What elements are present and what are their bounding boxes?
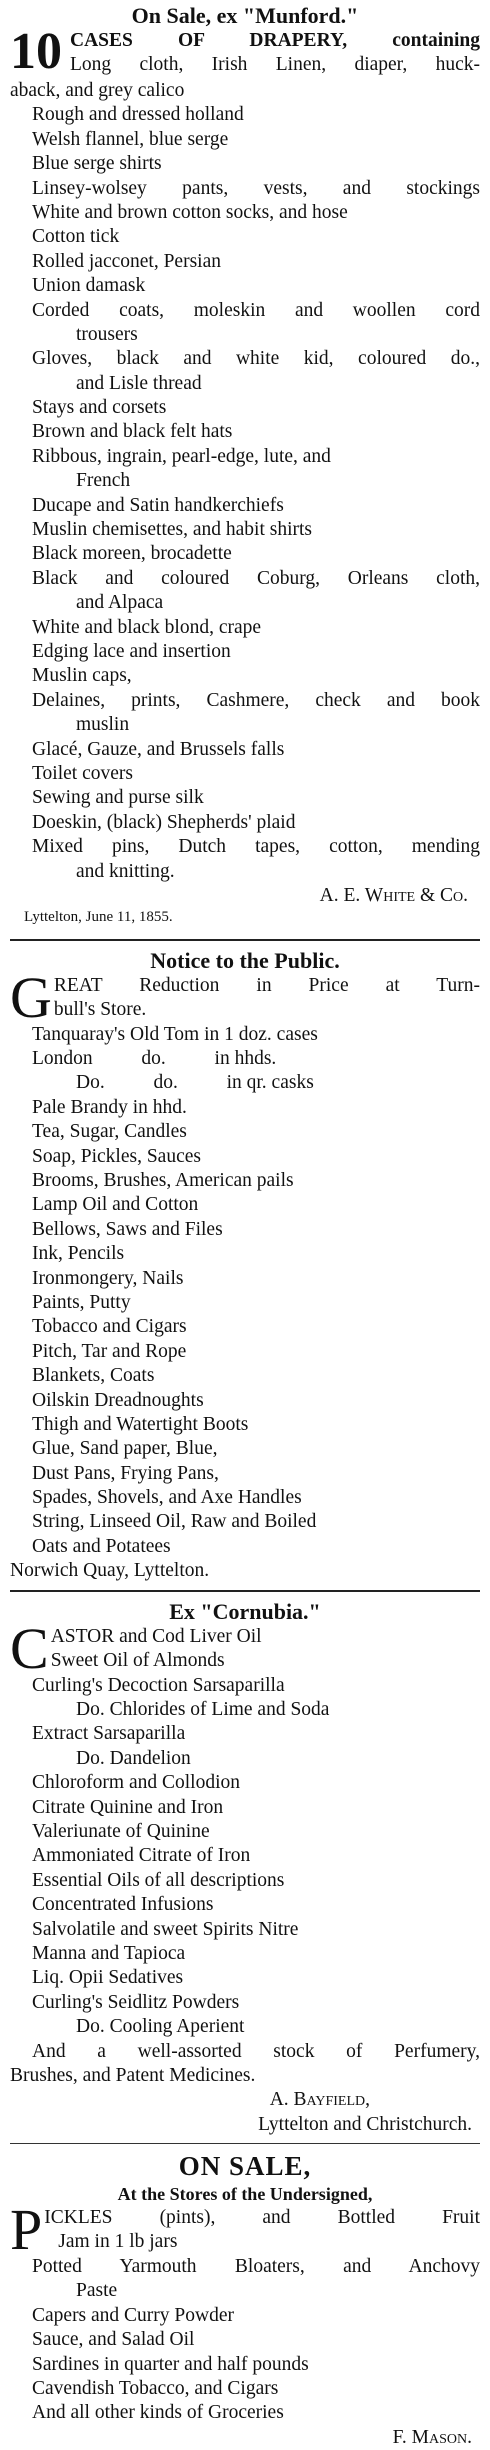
list-item: Tea, Sugar, Candles	[32, 1121, 187, 1143]
list-item: Brown and black felt hats	[32, 421, 233, 443]
list-item: White and black blond, crape	[32, 616, 262, 638]
ad-first-line: ASTOR and Cod Liver Oil	[50, 1625, 262, 1647]
divider	[10, 939, 480, 941]
ad-second-line: Sweet Oil of Almonds	[50, 1650, 225, 1672]
advertisement-notice	[10, 947, 480, 1584]
list-item: Stays and corsets	[32, 397, 167, 419]
list-item: Manna and Tapioca	[32, 1942, 186, 1964]
list-item: Tobacco and Cigars	[32, 1316, 187, 1338]
list-item: Do. Chlorides of Lime and Soda	[76, 1699, 330, 1721]
list-item: Glue, Sand paper, Blue,	[32, 1438, 218, 1460]
list-item: Thigh and Watertight Boots	[32, 1413, 249, 1435]
list-item: Soap, Pickles, Sauces	[32, 1145, 201, 1167]
list-item: muslin	[76, 714, 130, 736]
list-item: Ironmongery, Nails	[32, 1267, 184, 1289]
ad-signature: A. E. White & Co.	[319, 884, 468, 906]
list-item: French	[76, 470, 131, 492]
list-item: and Alpaca	[76, 592, 164, 614]
list-item: and knitting.	[76, 860, 175, 882]
list-item: Lamp Oil and Cotton	[32, 1194, 199, 1216]
list-item: Essential Oils of all descriptions	[32, 1869, 285, 1891]
list-item: Toilet covers	[32, 762, 133, 784]
divider	[10, 2143, 480, 2144]
list-item: Delaines, prints, Cashmere, check and book	[32, 689, 480, 711]
ad-second-line: Jam in 1 lb jars	[58, 2231, 178, 2253]
ad-signature-location: Lyttelton and Christchurch.	[258, 2113, 472, 2135]
list-item: Edging lace and insertion	[32, 640, 231, 662]
list-item: Blankets, Coats	[32, 1365, 155, 1387]
list-item: Liq. Opii Sedatives	[32, 1967, 184, 1989]
list-item: Oilskin Dreadnoughts	[32, 1389, 204, 1411]
list-item: Sewing and purse silk	[32, 787, 204, 809]
list-item: Potted Yarmouth Bloaters, and Anchovy	[32, 2256, 480, 2278]
list-item: White and brown cotton socks, and hose	[32, 201, 348, 223]
list-item: Doeskin, (black) Shepherds' plaid	[32, 811, 296, 833]
list-item: Muslin caps,	[32, 665, 132, 687]
ad-heading: Ex "Cornubia."	[169, 1598, 321, 1624]
list-item: Welsh flannel, blue serge	[32, 128, 229, 150]
list-item: Blue serge shirts	[32, 153, 162, 175]
ad-subheading: At the Stores of the Undersigned,	[117, 2184, 373, 2205]
list-item: Ink, Pencils	[32, 1243, 125, 1265]
ad-footer: Norwich Quay, Lyttelton.	[10, 1560, 210, 1582]
list-item: Pale Brandy in hhd.	[32, 1096, 187, 1118]
ad-heading: Notice to the Public.	[150, 947, 340, 973]
list-item: Salvolatile and sweet Spirits Nitre	[32, 1918, 299, 1940]
list-item: Bellows, Saws and Files	[32, 1218, 223, 1240]
list-item: and Lisle thread	[76, 372, 202, 394]
drop-block	[10, 2197, 480, 2263]
list-item: Brooms, Brushes, American pails	[32, 1170, 294, 1192]
list-item: And a well-assorted stock of Perfumery,	[32, 2040, 480, 2062]
list-item: Rolled jacconet, Persian	[32, 250, 221, 272]
list-item: String, Linseed Oil, Raw and Boiled	[32, 1511, 317, 1533]
list-item: Spades, Shovels, and Axe Handles	[32, 1487, 302, 1509]
list-item: aback, and grey calico	[10, 80, 185, 101]
list-item: Dust Pans, Frying Pans,	[32, 1462, 219, 1484]
list-item: Do. Dandelion	[76, 1747, 191, 1769]
ad-second-line: bull's Store.	[53, 999, 147, 1021]
list-item: Cavendish Tobacco, and Cigars	[32, 2378, 279, 2400]
list-item: Capers and Curry Powder	[32, 2304, 234, 2326]
ad-date: Lyttelton, June 11, 1855.	[24, 909, 173, 926]
ad-first-line: ICKLES (pints), and Bottled Fruit	[44, 2207, 480, 2229]
list-item: Cotton tick	[32, 226, 120, 248]
list-item: Paints, Putty	[32, 1291, 131, 1313]
list-item: Linsey-wolsey pants, vests, and stockings	[32, 177, 480, 199]
list-item: Do. Cooling Aperient	[76, 2016, 245, 2038]
list-item: Extract Sarsaparilla	[32, 1723, 186, 1745]
advertisement-on-sale	[10, 2150, 480, 2450]
list-item: Chloroform and Collodion	[32, 1772, 240, 1794]
list-item: London do. in hhds.	[32, 1048, 277, 1070]
drop-block	[10, 964, 480, 1030]
list-item: Rough and dressed holland	[32, 104, 244, 126]
list-item: Black moreen, brocadette	[32, 543, 232, 565]
list-item: Pitch, Tar and Rope	[32, 1340, 187, 1362]
drop-block	[10, 1615, 480, 1681]
ad-heading: On Sale, ex "Munford."	[131, 3, 359, 28]
list-item: Curling's Seidlitz Powders	[32, 1991, 240, 2013]
drop-block	[10, 23, 480, 80]
list-item: Ribbous, ingrain, pearl-edge, lute, and	[32, 445, 331, 467]
list-item: Brushes, and Patent Medicines.	[10, 2064, 256, 2086]
ad-signature: F. Mason.	[392, 2426, 472, 2448]
list-item: Muslin chemisettes, and habit shirts	[32, 519, 313, 541]
list-item: And all other kinds of Groceries	[32, 2402, 284, 2424]
list-item: Oats and Potatees	[32, 1535, 171, 1557]
drop-letter: P	[10, 2197, 43, 2263]
ad-first-line: REAT Reduction in Price at Turn-	[53, 974, 480, 996]
list-item: Corded coats, moleskin and woollen cord	[32, 299, 480, 321]
list-item: Union damask	[32, 275, 146, 297]
list-item: Ammoniated Citrate of Iron	[32, 1845, 251, 1867]
advertisement-drapery	[10, 2, 480, 933]
drop-number: 10	[10, 23, 62, 80]
list-item: Tanquaray's Old Tom in 1 doz. cases	[32, 1023, 318, 1045]
list-item: Glacé, Gauze, and Brussels falls	[32, 738, 285, 760]
drop-letter: C	[10, 1615, 49, 1681]
ad-second-line: Long cloth, Irish Linen, diaper, huck-	[70, 54, 480, 76]
list-item: Black and coloured Coburg, Orleans cloth,	[32, 567, 480, 589]
advertisement-cornubia	[10, 1598, 480, 2137]
list-item: Valeriunate of Quinine	[32, 1821, 210, 1842]
ad-heading: ON SALE,	[178, 2151, 312, 2182]
ad-first-line: CASES OF DRAPERY, containing	[70, 30, 480, 51]
list-item: Concentrated Infusions	[32, 1894, 214, 1916]
list-item: Gloves, black and white kid, coloured do.,	[32, 348, 480, 370]
drop-letter: G	[10, 964, 52, 1030]
list-item: Do. do. in qr. casks	[76, 1072, 314, 1094]
divider	[10, 1590, 480, 1592]
list-item: Citrate Quinine and Iron	[32, 1796, 224, 1818]
list-item: Ducape and Satin handkerchiefs	[32, 494, 284, 516]
list-item: Paste	[76, 2280, 118, 2302]
list-item: Curling's Decoction Sarsaparilla	[32, 1674, 285, 1696]
list-item: trousers	[76, 323, 138, 345]
list-item: Sauce, and Salad Oil	[32, 2329, 195, 2351]
list-item: Sardines in quarter and half pounds	[32, 2353, 309, 2375]
ad-signature: A. Bayfield,	[269, 2089, 370, 2111]
list-item: Mixed pins, Dutch tapes, cotton, mending	[32, 836, 480, 858]
